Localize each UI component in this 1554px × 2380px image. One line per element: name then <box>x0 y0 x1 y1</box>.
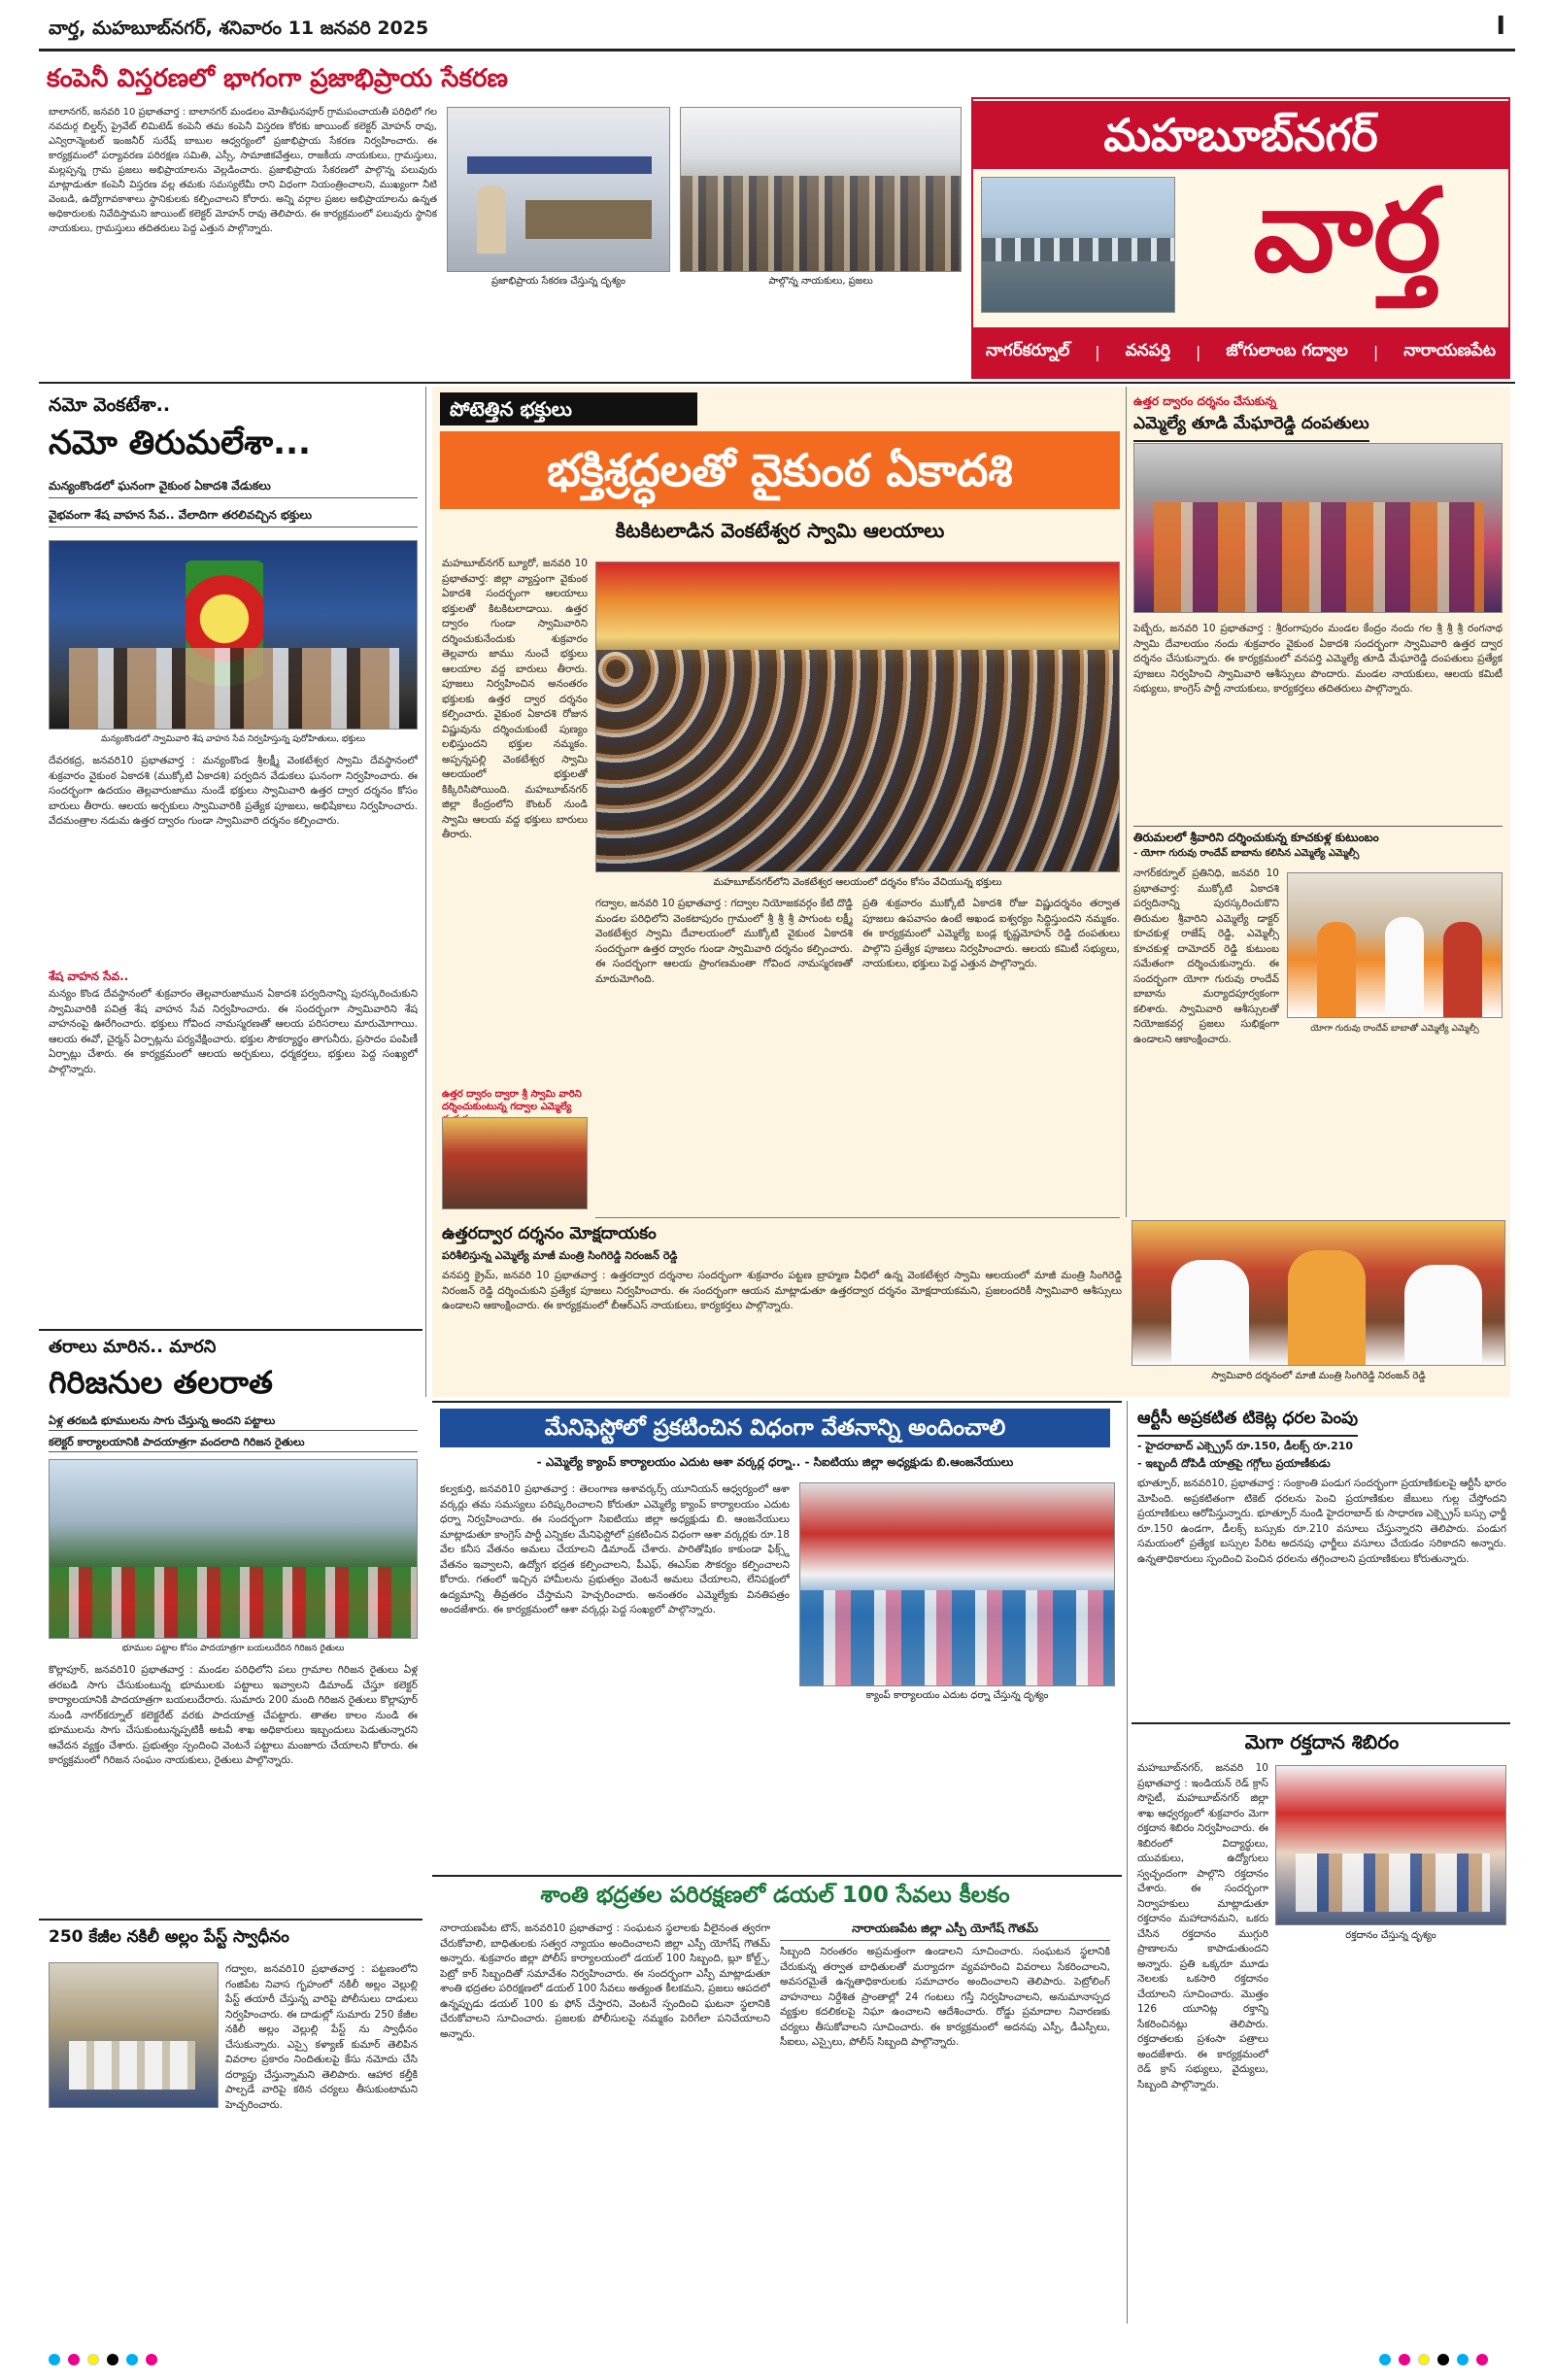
district-2: వనపర్తి <box>1125 340 1170 360</box>
dial100-headline: శాంతి భద్రతల పరిరక్షణలో డయల్ 100 సేవలు కీలకం <box>540 1883 1010 1908</box>
tribal-body: కొల్లాపూర్, జనవరి10 ప్రభాతవార్త : మండల పరిధిలోని పలు గ్రామాల గిరిజన రైతులు ఏళ్ల తరబడి సాగు చేసుకుంటున్న భూములకు పట్టాలు ఇవ్వాలని డిమాండ్ చేస్తూ కలెక్టర్ కార్యాలయానికి పాదయాత్రగా బయలుదేరారు. సుమారు 200 మంది గిరిజన రైతులు కొల్లాపూర్ నుండి నాగర్‌కర్నూల్ కలెక్టరేట్ వరకు పాదయాత్ర చేపట్టారు. తాతల కాలం నుండి ఈ భూములను సాగు చేసుకుంటున్నప్పటికీ అటవీ శాఖ అధికారులు ఇబ్బందులు పెడుతున్నారని ఆవేదన వ్యక్తం చేశారు. ప్రభుత్వం స్పందించి వెంటనే పట్టాలు మంజూరు చేయాలని కోరారు. ఈ కార్యక్రమంలో గిరిజన సంఘం నాయకులు, రైతులు పాల్గొన్నారు. <box>49 1664 418 1766</box>
wages-story <box>432 1405 1122 1871</box>
mla-body-2: నాగర్‌కర్నూల్ ప్రతినిధి, జనవరి 10 ప్రభాతవార్త: ముక్కోటి ఏకాదశి పర్వదినాన్ని పురస్కరించుకొని తిరుమల శ్రీవారిని ఎమ్మెల్యే డాక్టర్ కూచకుళ్ల రాజేష్ రెడ్డి, ఎమ్మెల్సీ కూచకుళ్ల దామోదర్ రెడ్డి కుటుంబ సమేతంగా దర్శించుకున్నారు. ఈ సందర్భంగా యోగా గురువు రాందేవ్ బాబాను మర్యాదపూర్వకంగా కలిశారు. స్వామివారి ఆశీస్సులతో నియోజకవర్గ ప్రజలు సుభిక్షంగా ఉండాలని ఆకాంక్షించారు. <box>1133 867 1279 1045</box>
registration-mark <box>146 2354 157 2365</box>
ekadashi-kicker-bar <box>440 392 697 425</box>
ekadashi-small-photo <box>442 1117 588 1209</box>
section-rule <box>595 1217 1120 1218</box>
ekadashi-bottom-body: వనపర్తి క్రైమ్, జనవరి 10 ప్రభాతవార్త : ఉత్తరద్వార దర్శనాల సందర్భంగా శుక్రవారం పట్టణ బ్రాహ్మణ వీధిలో ఉన్న వెంకటేశ్వర స్వామి ఆలయంలో మాజీ మంత్రి సింగిరెడ్డి నిరంజన్ రెడ్డి దర్శించుకుని ప్రత్యేక పూజలు నిర్వహించారు. ఈ సందర్భంగా ఆయన మాట్లాడుతూ ఉత్తరద్వార దర్శనం మోక్షదాయకమని, ప్రజలందరికీ స్వామివారి ఆశీస్సులు ఉండాలని ఆకాంక్షించారు. ఈ కార్యక్రమంలో బీఆర్ఎస్ నాయకులు, కార్యకర్తలు పాల్గొన్నారు. <box>442 1270 1122 1311</box>
section-rule <box>39 1919 422 1921</box>
section-rule <box>1132 1722 1510 1724</box>
blood-story <box>1132 1726 1510 2324</box>
ekadashi-sub: కిటకిటలాడిన వెంకటేశ్వర స్వామి ఆలయాలు <box>615 519 945 542</box>
mla-kicker: ఉత్తర ద్వారం దర్శనం చేసుకున్న <box>1133 394 1277 408</box>
section-rule <box>39 382 1515 384</box>
mla-photo <box>1133 443 1503 613</box>
namo-subhead: శేష వాహన సేవ.. <box>49 969 129 983</box>
top-story-headline: కంపెనీ విస్తరణలో భాగంగా ప్రజాభిప్రాయ సేకరణ <box>47 64 508 93</box>
rtc-headline: ఆర్టీసీ అప్రకటిత టికెట్ల ధరల పెంపు <box>1137 1409 1358 1437</box>
wages-headline: మేనిఫెస్టోలో ప్రకటించిన విధంగా వేతనాన్ని అందించాలి <box>440 1409 1110 1447</box>
rtc-sub-2: - ఇబ్బందీ దోపిడీ యాత్రపై గగ్గోలు ప్రయాణీకుడు <box>1137 1457 1331 1470</box>
ekadashi-headline: భక్తిశ్రద్ధలతో వైకుంఠ ఏకాదశి <box>440 431 1120 509</box>
ekadashi-bottom-head: ఉత్తరద్వార దర్శనం మోక్షదాయకం <box>442 1224 657 1243</box>
wages-body: కల్వకుర్తి, జనవరి10 ప్రభాతవార్త : తెలంగాణ ఆశావర్కర్స్ యూనియన్ ఆధ్వర్యంలో ఆశా వర్కర్లు తమ సమస్యలు పరిష్కరించాలని కోరుతూ ఎమ్మెల్యే క్యాంప్ కార్యాలయం ఎదుట ధర్నా నిర్వహించారు. ఈ సందర్భంగా సిఐటియు జిల్లా అధ్యక్షుడు బి. ఆంజనేయులు మాట్లాడుతూ కాంగ్రెస్ పార్టీ ఎన్నికల మేనిఫెస్టోలో ప్రకటించిన విధంగా ఆశా వర్కర్లకు రూ.18 వేల కనీస వేతనం అమలు చేయాలని డిమాండ్ చేశారు. పారితోషికం కాకుండా ఫిక్స్డ్ వేతనం ఇవ్వాలని, ఉద్యోగ భద్రత కల్పించాలని, పీఎఫ్, ఈఎస్ఐ సౌకర్యం కల్పించాలని కోరారు. గతంలో ఇచ్చిన హామీలను ప్రభుత్వం వెంటనే అమలు చేయాలని, లేనిపక్షంలో ఉద్యమాన్ని తీవ్రతరం చేస్తామని హెచ్చరించారు. అనంతరం ఎమ్మెల్యేకు వినతిపత్రం అందజేశారు. ఈ కార్యక్రమంలో ఆశా వర్కర్లు పెద్ద సంఖ్యలో పాల్గొన్నారు. <box>440 1483 790 1615</box>
blood-caption: రక్తదానం చేస్తున్న దృశ్యం <box>1345 1930 1436 1941</box>
masthead-district-bar <box>973 327 1508 377</box>
section-rule <box>39 1329 422 1331</box>
column-rule <box>425 387 426 1397</box>
namo-story <box>39 387 422 1324</box>
namo-caption: మన్యంకొండలో స్వామివారి శేష వాహన సేవ నిర్వహిస్తున్న పురోహితులు, భక్తులు <box>101 734 365 744</box>
masthead-region: మహబూబ్‌నగర్ <box>973 101 1508 169</box>
masthead <box>971 97 1510 379</box>
namo-sub-2: వైభవంగా శేష వాహన సేవ.. వేలాదిగా తరలివచ్చిన భక్తులు <box>49 508 418 527</box>
masthead-paper-name: వార్త <box>1253 163 1441 297</box>
blood-headline: మెగా రక్తదాన శిబిరం <box>1244 1730 1400 1753</box>
top-story-caption-1: ప్రజాభిప్రాయ సేకరణ చేస్తున్న దృశ్యం <box>490 276 626 287</box>
footer-registration-left <box>49 2351 160 2366</box>
district-1: నాగర్‌కర్నూల్ <box>986 340 1070 360</box>
section-rule <box>432 1401 1122 1403</box>
registration-mark <box>1476 2354 1488 2365</box>
tribal-sub-2: కలెక్టర్ కార్యాలయానికి పాదయాత్రగా వందలాది గిరిజన రైతులు <box>49 1436 418 1452</box>
wages-caption: క్యాంప్ కార్యాలయం ఎదుట ధర్నా చేస్తున్న దృశ్యం <box>865 1690 1049 1701</box>
namo-body-2: మన్యం కొండ దేవస్థానంలో శుక్రవారం తెల్లవారుజామున ఏకాదశి పర్వదినాన్ని పురస్కరించుకుని స్వామివారికి పవిత్ర శేష వాహన సేవ నిర్వహించారు. ఈ సందర్భంగా స్వామివారిని శేష వాహనంపై ఊరేగించారు. భక్తులు గోవింద నామస్మరణతో ఆలయ పరిసరాలు మారుమోగాయి. ఆలయ ఈవో, చైర్మన్ ఏర్పాట్లను పర్యవేక్షించారు. భక్తుల సౌకర్యార్థం తాగునీరు, ప్రసాదం పంపిణీ ఏర్పాట్లు చేశారు. ఈ కార్యక్రమంలో ఆలయ అర్చకులు, ధర్మకర్తలు, భక్తులు పెద్ద సంఖ్యలో పాల్గొన్నారు. <box>49 988 418 1075</box>
namo-photo <box>49 540 418 730</box>
paste-body: గద్వాల, జనవరి10 ప్రభాతవార్త : పట్టణంలోని గంజిపేట నివాస గృహంలో నకిలీ అల్లం వెల్లుల్లి పేస్ట్ తయారీ చేస్తున్న వారిపై పోలీసులు దాడులు నిర్వహించారు. ఈ దాడుల్లో సుమారు 250 కేజీల నకిలీ అల్లం వెల్లుల్లి పేస్ట్ ను స్వాధీనం చేసుకున్నారు. ఎస్సై కళ్యాణ్ కుమార్ తెలిపిన వివరాల ప్రకారం నిందితులపై కేసు నమోదు చేసి దర్యాప్తు చేస్తున్నామని తెలిపారు. ఆహార కల్తీకి పాల్పడే వారిపై కఠిన చర్యలు తీసుకుంటామని హెచ్చరించారు. <box>225 1963 418 2111</box>
namo-kicker: నమో వెంకటేశా.. <box>49 394 171 416</box>
registration-mark <box>1399 2354 1410 2365</box>
registration-mark <box>1437 2354 1449 2365</box>
dial100-body-left: నారాయణపేట టౌన్, జనవరి10 ప్రభాతవార్త : సంఘటన స్థలాలకు వీలైనంత త్వరగా చేరుకోవాలి, బాధితులకు సత్వర న్యాయం అందించాలని జిల్లా ఎస్పీ యోగేష్ గౌతమ్ అన్నారు. శుక్రవారం జిల్లా పోలీస్ కార్యాలయంలో డయల్ 100 సిబ్బంది, బ్లూ కోల్ట్స్, పెట్రో కార్ సిబ్బందితో సమావేశం నిర్వహించారు. ఈ సందర్భంగా ఎస్పీ మాట్లాడుతూ శాంతి భద్రతల పరిరక్షణలో డయల్ 100 సేవలు అత్యంత కీలకమని, ప్రజలు ఆపదలో ఉన్నప్పుడు డయల్ 100 కు ఫోన్ చేస్తారని, వెంటనే స్పందించి ఘటనా స్థలానికి చేరుకోవాలని సూచించారు. ప్రజలకు పోలీసులపై నమ్మకం పెరిగేలా పనిచేయాలని అన్నారు. <box>440 1922 770 2040</box>
mla-photo-2 <box>1287 872 1503 1018</box>
top-story-body: బాలానగర్, జనవరి 10 ప్రభాతవార్త : బాలానగర్ మండలం మోతీఘనపూర్ గ్రామపంచాయతీ పరిధిలో గల నవదుర్గ బిల్డర్స్ ప్రైవేట్ లిమిటెడ్ కంపెనీ తమ కంపెనీ విస్తరణ కోరకు జాయింట్ కలెక్టర్ మోహన్ రావు, ఎన్విరాన్మెంటల్ ఇంజనీర్ సురేష్ బాబుల ఆధ్వర్యంలో ప్రజాభిప్రాయ సేకరణ నిర్వహించారు. ఈ కార్యక్రమంలో పర్యావరణ పరిరక్షణ సమితి, ఎస్సీ, సామాజికవేత్తలు, రాజకీయ నాయకులు, గ్రామస్తులు, మల్లప్పన్న గ్రామ ప్రజలు అభిప్రాయాలను వెల్లడించారు. ప్రజాభిప్రాయ సేకరణలో పాల్గొన్న పలువురు మాట్లాడుతూ కంపెనీ విస్తరణ వల్ల తమకు సమస్యలేమీ రాని విధంగా నియంత్రించాలని, ముఖ్యంగా నీటి వెంబడి, ఉద్యోగావకాశాలు స్థానికులకు కల్పించాలని కోరారు. అన్ని వర్గాల ప్రజల అభిప్రాయాలను ఉన్నత అధికారులకు నివేదిస్తామని జాయింట్ కలెక్టర్ మోహన్ రావు తెలిపారు. ఈ కార్యక్రమంలో పలువురు స్థానిక నాయకులు, గ్రామస్తులు తదితరులు పెద్ద ఎత్తున పాల్గొన్నారు. <box>49 107 437 234</box>
top-story-photo-2 <box>680 107 962 272</box>
ekadashi-kicker: పోటెత్తిన భక్తులు <box>450 397 572 421</box>
tribal-caption: భూముల పట్టాల కోసం పాదయాత్రగా బయలుదేరిన గిరిజన రైతులు <box>121 1644 345 1653</box>
ekadashi-bottom-caption: స్వామివారి దర్శనంలో మాజీ మంత్రి సింగిరెడ్డి నిరంజన్ రెడ్డి <box>1211 1371 1426 1381</box>
mla-caption-2: యోగా గురువు రాందేవ్ బాబాతో ఎమ్మెల్యే ఎమ్మెల్సీ <box>1310 1024 1479 1034</box>
ekadashi-small-caption: ఉత్తర ద్వారం ద్వారా శ్రీ స్వామి వారిని దర్శించుకుంటున్న గద్వాల ఎమ్మెల్యే <box>442 1089 582 1112</box>
registration-mark <box>68 2354 80 2365</box>
dateline: వార్త, మహబూబ్‌నగర్, శనివారం 11 జనవరి 2025 <box>49 17 429 39</box>
dial100-sub: నారాయణపేట జిల్లా ఎస్పీ యోగేష్ గౌతమ్ <box>780 1921 1110 1941</box>
mla-body: పెబ్బేరు, జనవరి 10 ప్రభాతవార్త : శ్రీరంగాపురం మండల కేంద్రం నందు గల శ్రీ శ్రీ శ్రీ రంగనాథ స్వామి దేవాలయం నందు శుక్రవారం వైకుంఠ ఏకాదశి సందర్భంగా స్వామివారి ఉత్తర ద్వార దర్శనం చేసుకున్నారు. ఈ కార్యక్రమంలో వనపర్తి ఎమ్మెల్యే తూడి మేఘారెడ్డి దంపతులు ప్రత్యేక పూజలు నిర్వహించి స్వామివారి ఆశీస్సులు పొందారు. మండల నాయకులు, ఆలయ కమిటీ సభ్యులు, కాంగ్రెస్ పార్టీ నాయకులు, కార్యకర్తలు తదితరులు పాల్గొన్నారు. <box>1133 623 1503 695</box>
section-rule <box>432 1875 1122 1877</box>
tribal-story <box>39 1333 422 1916</box>
blood-photo <box>1275 1765 1506 1925</box>
district-divider: | <box>1372 343 1379 361</box>
district-divider: | <box>1095 343 1100 361</box>
registration-mark <box>49 2354 60 2365</box>
rtc-sub-1: - హైదరాబాద్ ఎక్స్ప్రెస్ రూ.150, డీలక్స్ రూ.210 <box>1137 1440 1354 1452</box>
ekadashi-body-left: మహబూబ్‌నగర్ బ్యూరో, జనవరి 10 ప్రభాతవార్త: జిల్లా వ్యాప్తంగా వైకుంఠ ఏకాదశి సందర్భంగా ఆలయాలు భక్తులతో కిటకిటలాడాయి. ఉత్తర ద్వారం గుండా స్వామివారిని దర్శించుకునేందుకు శుక్రవారం తెల్లవారు జాము నుంచే భక్తులు ఆలయాల వద్ద బారులు తీరారు. పూజలు నిర్వహించిన అనంతరం భక్తులకు ఉత్తర ద్వార దర్శనం కల్పించారు. వైకుంఠ ఏకాదశి రోజున విష్ణువును దర్శించుకుంటే పుణ్యం లభిస్తుందని భక్తుల నమ్మకం. అప్పన్నపల్లి వెంకటేశ్వర స్వామి ఆలయంలో భక్తులతో కిక్కిరిసిపోయింది. మహబూబ్‌నగర్ జిల్లా కేంద్రంలోని కౌంటర్ నుండి స్వామి ఆలయ వద్ద భక్తులు బారులు తీరారు. <box>442 558 588 840</box>
tribal-headline: గిరిజనుల తలరాత <box>49 1364 273 1401</box>
tribal-kicker: తరాలు మారిన.. మారని <box>49 1337 217 1357</box>
page-mark: I <box>1496 12 1505 41</box>
paste-photo <box>49 1962 219 2108</box>
top-story <box>39 56 966 377</box>
registration-mark <box>1457 2354 1469 2365</box>
mla-headline: ఎమ్మెల్యే తూడి మేఘారెడ్డి దంపతులు <box>1133 414 1369 442</box>
rtc-body: భూత్పూర్, జనవరి10, ప్రభాతవార్త : సంక్రాంతి పండుగ సందర్భంగా ప్రయాణికులపై ఆర్టీసీ భారం మోపింది. అప్రకటితంగా టికెట్ ధరలను పెంచి ప్రయాణికుల జేబులు గుల్ల చేస్తోందని ప్రయాణికులు ఆరోపిస్తున్నారు. భూత్పూర్ నుండి హైదరాబాద్ కు సాధారణ ఎక్స్ప్రెస్ బస్సు ఛార్జీ రూ.150 ఉండగా, డీలక్స్ బస్సుకు రూ.210 వసూలు చేస్తున్నారని తెలిపారు. పండుగ సమయంలో ప్రత్యేక బస్సుల పేరిట అదనపు ఛార్జీలు వసూలు చేయడం సరికాదని అన్నారు. ఉన్నతాధికారులు స్పందించి పెంచిన ధరలను తగ్గించాలని ప్రయాణికులు కోరుతున్నారు. <box>1137 1478 1506 1565</box>
namo-sub-1: మన్యంకొండలో ఘనంగా వైకుంఠ ఏకాదశి వేడుకలు <box>49 479 418 498</box>
district-4: నారాయణపేట <box>1403 340 1496 360</box>
namo-body-1: దేవరకద్ర, జనవరి10 ప్రభాతవార్త : మన్యంకొండ శ్రీలక్ష్మీ వెంకటేశ్వర స్వామి దేవస్థానంలో శుక్రవారం వైకుంఠ ఏకాదశి (ముక్కోటి ఏకాదశి) పర్వదిన వేడుకలు ఘనంగా నిర్వహించారు. ఈ సందర్భంగా ఉదయం తెల్లవారుజాము నుండే భక్తులు స్వామివారి ఉత్తర ద్వార దర్శనం కోసం బారులు తీరారు. ఆలయ అర్చకులు స్వామివారికి ప్రత్యేక పూజలు, అభిషేకాలు నిర్వహించారు. వేదమంత్రాల నడుమ ఉత్తర ద్వారం గుండా స్వామివారి దర్శనం కల్పించారు. <box>49 755 418 827</box>
mla-kicker-2: తిరుమలలో శ్రీవారిని దర్శించుకున్న కూచకుళ్ల కుటుంబం <box>1133 826 1503 847</box>
ekadashi-bottom-photo <box>1132 1220 1505 1366</box>
registration-mark <box>1379 2354 1391 2365</box>
paste-story <box>39 1923 422 2322</box>
registration-mark <box>1418 2354 1430 2365</box>
ekadashi-main-caption: మహబూబ్‌నగర్‌లోని వెంకటేశ్వర ఆలయంలో దర్శనం కోసం వేచియున్న భక్తులు <box>713 877 1002 888</box>
wages-sub: - ఎమ్మెల్యే క్యాంప్ కార్యాలయం ఎదుట ఆశా వర్కర్ల ధర్నా.. - సిఐటియు జిల్లా అధ్యక్షుడు బి.ఆంజనేయులు <box>536 1455 1014 1469</box>
footer-registration-right <box>1379 2351 1491 2366</box>
top-story-caption-2: పాల్గొన్న నాయకులు, ప్రజలు <box>768 276 873 287</box>
mla-sub-2: - యోగా గురువు రాందేవ్ బాబాను కలిసిన ఎమ్మెల్యే ఎమ్మెల్సీ <box>1133 848 1360 859</box>
dial100-story <box>432 1879 1122 2326</box>
tribal-photo <box>49 1459 418 1639</box>
namo-headline: నమో తిరుమలేశా... <box>49 424 311 462</box>
wages-photo <box>799 1482 1115 1686</box>
column-rule <box>1126 387 1127 1217</box>
paste-headline: 250 కేజీల నకిలీ అల్లం పేస్ట్ స్వాధీనం <box>49 1927 289 1947</box>
ekadashi-main-photo <box>595 561 1120 872</box>
blood-body: మహబూబ్‌నగర్, జనవరి 10 ప్రభాతవార్త : ఇండియన్ రెడ్ క్రాస్ సొసైటీ, మహబూబ్‌నగర్ జిల్లా శాఖ ఆధ్వర్యంలో శుక్రవారం మెగా రక్తదాన శిబిరం నిర్వహించారు. ఈ శిబిరంలో విద్యార్థులు, యువకులు, ఉద్యోగులు స్వచ్ఛందంగా పాల్గొని రక్తదానం చేశారు. ఈ సందర్భంగా నిర్వాహకులు మాట్లాడుతూ రక్తదానం మహాదానమని, ఒకరు చేసిన రక్తదానం ముగ్గురి ప్రాణాలను కాపాడుతుందని అన్నారు. ప్రతి ఒక్కరూ మూడు నెలలకు ఒకసారి రక్తదానం చేయాలని సూచించారు. మొత్తం 126 యూనిట్ల రక్తాన్ని సేకరించినట్లు తెలిపారు. రక్తదాతలకు ప్రశంసా పత్రాలు అందజేశారు. ఈ కార్యక్రమంలో రెడ్ క్రాస్ సభ్యులు, వైద్యులు, సిబ్బంది పాల్గొన్నారు. <box>1137 1762 1268 2091</box>
header-bar <box>39 10 1515 49</box>
ekadashi-body-mid: గద్వాల, జనవరి 10 ప్రభాతవార్త : గద్వాల నియోజకవర్గం కేటి దొడ్డి మండల పరిధిలోని వెంకటాపురం గ్రామంలో శ్రీ శ్రీ శ్రీ పాగుంట లక్ష్మీ వెంకటేశ్వర స్వామి దేవాలయంలో ముక్కోటి వైకుంఠ ఏకాదశి సందర్భంగా ఉత్తర ద్వారం గుండా స్వామివారి దర్శనం కల్పించారు. ఈ సందర్భంగా ఆలయ ప్రాంగణమంతా గోవింద నామస్మరణతో మారుమోగింది. <box>595 898 853 985</box>
header-rule <box>39 49 1515 51</box>
dial100-body-right: సిబ్బంది నిరంతరం అప్రమత్తంగా ఉండాలని సూచించారు. సంఘటన స్థలానికి చేరుకున్న తర్వాత బాధితులతో మర్యాదగా వ్యవహరించి వివరాలు సేకరించాలని, అవసరమైతే ఉన్నతాధికారులకు సమాచారం అందించాలని తెలిపారు. పెట్రోలింగ్ వాహనాలు నిర్దేశిత ప్రాంతాల్లో 24 గంటలు గస్తీ నిర్వహించాలని, అనుమానాస్పద వ్యక్తుల కదలికలపై నిఘా ఉంచాలని ఆదేశించారు. రోడ్డు ప్రమాదాల నివారణకు చర్యలు తీసుకోవాలని సూచించారు. ఈ కార్యక్రమంలో అదనపు ఎస్పీ, డీఎస్పీలు, సీఐలు, ఎస్సైలు, పోలీస్ సిబ్బంది పాల్గొన్నారు. <box>780 1946 1110 2048</box>
masthead-dam-photo <box>981 177 1175 313</box>
district-3: జోగులాంబ గద్వాల <box>1226 340 1348 360</box>
column-rule <box>1127 1401 1128 2324</box>
registration-mark <box>107 2354 118 2365</box>
top-story-photo-1 <box>447 107 670 272</box>
ekadashi-story <box>432 387 1510 1397</box>
district-divider: | <box>1195 343 1201 361</box>
rtc-story <box>1132 1405 1510 1720</box>
ekadashi-bottom-sub: పరిశీలిస్తున్న ఎమ్మెల్యే మాజీ మంత్రి సింగిరెడ్డి నిరంజన్ రెడ్డి <box>442 1249 678 1262</box>
registration-mark <box>126 2354 138 2365</box>
tribal-sub-1: ఏళ్ల తరబడి భూములను సాగు చేస్తున్న అందని పట్టాలు <box>49 1414 418 1431</box>
registration-mark <box>87 2354 99 2365</box>
ekadashi-body-right: ప్రతి శుక్రవారం ముక్కోటి ఏకాదశి రోజు విష్ణుదర్శనం తర్వాత పూజలు ఉపవాసం ఉంటే అఖండ ఐశ్వర్యం సిద్ధిస్తుందని నమ్మకం. ఈ కార్యక్రమంలో ఎమ్మెల్యే బండ్ల కృష్ణమోహన్ రెడ్డి దంపతులు పాల్గొని ప్రత్యేక పూజలు నిర్వహించారు. ఆలయ కమిటీ సభ్యులు, నాయకులు, భక్తులు పెద్ద ఎత్తున పాల్గొన్నారు. <box>862 898 1120 969</box>
